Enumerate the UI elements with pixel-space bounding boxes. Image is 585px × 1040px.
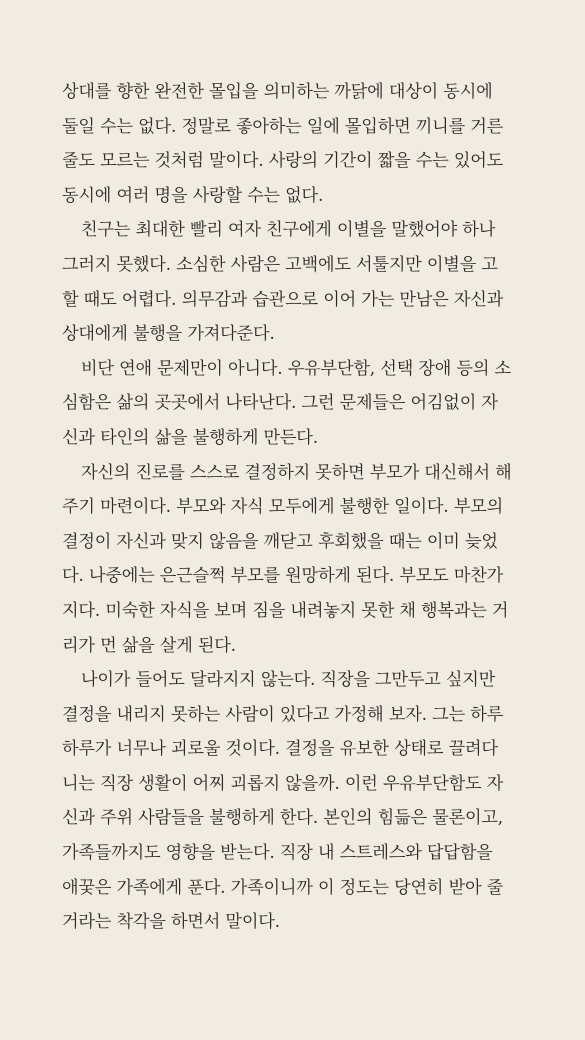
text-line: 가족들까지도 영향을 받는다. 직장 내 스트레스와 답답함을	[62, 843, 493, 864]
text-line: 주기 마련이다. 부모와 자식 모두에게 불행한 일이다. 부모의	[62, 497, 504, 518]
text-line: 애꿎은 가족에게 푼다. 가족이니까 이 정도는 당연히 받아 줄	[62, 877, 504, 898]
body-text	[62, 75, 532, 940]
text-line: 친구는 최대한 빨리 여자 친구에게 이별을 말했어야 하나	[81, 220, 496, 241]
text-line: 상대를 향한 완전한 몰입을 의미하는 까닭에 대상이 동시에	[62, 82, 493, 102]
text-line: 나이가 들어도 달라지지 않는다. 직장을 그만두고 싶지만	[81, 670, 496, 691]
text-line: 결정이 자신과 맞지 않음을 깨닫고 후회했을 때는 이미 늦었	[62, 531, 498, 552]
text-line: 니는 직장 생활이 어찌 괴롭지 않을까. 이런 우유부단함도 자	[62, 773, 504, 794]
text-line: 심함은 삶의 곳곳에서 나타난다. 그런 문제들은 어김없이 자	[62, 393, 498, 414]
text-line: 둘일 수는 없다. 정말로 좋아하는 일에 몰입하면 끼니를 거른	[62, 116, 504, 137]
text-line: 자신의 진로를 스스로 결정하지 못하면 부모가 대신해서 해	[81, 462, 512, 483]
text-line: 상대에게 불행을 가져다준다.	[62, 324, 275, 345]
text-line: 신과 주위 사람들을 불행하게 한다. 본인의 힘듦은 물론이고,	[62, 808, 504, 829]
text-line: 할 때도 어렵다. 의무감과 습관으로 이어 가는 만남은 자신과	[62, 289, 504, 310]
text-line: 그러지 못했다. 소심한 사람은 고백에도 서툴지만 이별을 고	[62, 254, 498, 275]
text-line: 비단 연애 문제만이 아니다. 우유부단함, 선택 장애 등의 소	[81, 358, 511, 379]
text-line: 지다. 미숙한 자식을 보며 짐을 내려놓지 못한 채 행복과는 거	[62, 600, 509, 621]
text-line: 결정을 내리지 못하는 사람이 있다고 가정해 보자. 그는 하루	[62, 704, 504, 725]
text-line: 신과 타인의 삶을 불행하게 만든다.	[62, 427, 318, 448]
text-line: 하루가 너무나 괴로울 것이다. 결정을 유보한 상태로 끌려다	[62, 739, 498, 760]
text-line: 거라는 착각을 하면서 말이다.	[62, 912, 280, 933]
text-line: 리가 먼 삶을 살게 된다.	[62, 635, 236, 656]
text-line: 줄도 모르는 것처럼 말이다. 사랑의 기간이 짧을 수는 있어도	[62, 151, 504, 172]
text-line: 다. 나중에는 은근슬쩍 부모를 원망하게 된다. 부모도 마찬가	[62, 566, 504, 587]
text-line: 동시에 여러 명을 사랑할 수는 없다.	[62, 185, 324, 206]
